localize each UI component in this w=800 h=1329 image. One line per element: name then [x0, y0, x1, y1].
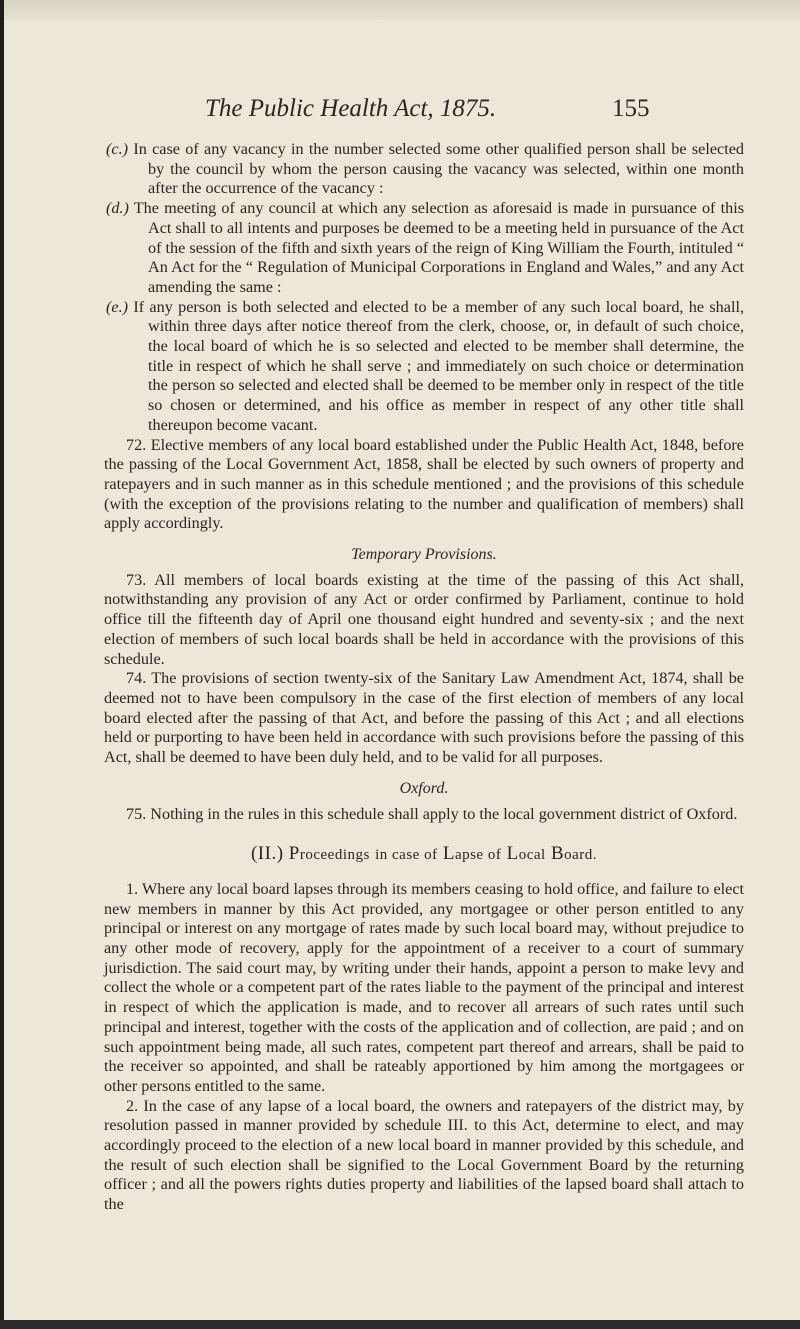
heading-word: Lapse of	[442, 843, 502, 865]
heading-word: Proceedings	[288, 843, 370, 865]
scan-top-edge	[0, 0, 800, 20]
heading-word: in case of	[375, 847, 438, 864]
section-heading-ii	[104, 844, 744, 866]
subclause-text: The meeting of any council at which any selection as aforesaid is made in pursuance of this Act shall to all intents and purposes be deemed to be a meeting held in pursuance of the Act of the session of the fifth and sixth years of the reign of King William the Fourth, intituled “ An Act for the “ Regulation of Municipal Corporations in England and Wales,” and any Act amending the same :	[133, 199, 744, 296]
paragraph-ii-2: 2. In the case of any lapse of a local board, the owners and ratepayers of the district may, by resolution passed in manner provided by schedule III. to this Act, determine to elect, and may accordingly proceed to the election of a new local board in manner provided by this schedule, and the result of such election shall be signified to the Local Government Board by the returning officer ; and all the powers rights duties property and liabilities of the lapsed board shall attach to the	[104, 1096, 744, 1214]
subclause-text: In case of any vacancy in the number selected some other qualified person shall be selected by the council by whom the person causing the vacancy was selected, within one month after the occurrence of the vacancy :	[133, 140, 744, 198]
page-header	[0, 95, 800, 125]
running-title: The Public Health Act, 1875.	[205, 95, 497, 122]
subclause-d	[106, 199, 744, 298]
paragraph-72: 72. Elective members of any local board established under the Public Health Act, 1848, before the passing of the Local Government Act, 1858, shall be elected by such owners of property and ratepayers and in such manner as in this schedule mentioned ; and the provisions of this schedule (with the exception of the provisions relating to the number and qualification of members) shall apply accordingly.	[104, 435, 744, 533]
page-number: 155	[612, 95, 650, 122]
subclause-text: If any person is both selected and elected to be a member of any such local board, he shall, within three days after notice thereof from the clerk, choose, or, in default of such choice, the local board of which he is so selected and elected to be member shall determine, the title in respect of which he shall serve ; and immediately on such choice or determination the person so selected and elected shall be deemed to be member only in respect of the title so chosen or determined, and his office as member in respect of any other title shall thereupon become vacant.	[133, 297, 744, 434]
scan-left-edge	[0, 0, 4, 1329]
subclause-c	[106, 140, 744, 199]
heading-oxford: Oxford.	[399, 779, 449, 797]
scan-bottom-edge	[0, 1320, 800, 1329]
subclause-label: (e.)	[106, 297, 129, 316]
subclause-e	[106, 297, 744, 436]
paragraph-ii-1: 1. Where any local board lapses through its members ceasing to hold office, and failure to elect new members in manner by this Act provided, any mortgagee or other person entitled to any principal or interest on any mortgage of rates made by such local board may, without prejudice to any other mode of recovery, apply for the appointment of a receiver to a court of summary jurisdiction. The said court may, by writing under their hands, appoint a person to make levy and collect the whole or a competent part of the rates liable to the payment of the principal and interest in respect of which the application is made, and to recover all arrears of such rates until such principal and interest, together with the costs of the application and of collection, are paid ; and on such appointment being made, all such rates, competent part thereof and arrears, shall be paid to the receiver so appointed, and shall be rateably apportioned by him among the mortgagees or other persons entitled to the same.	[104, 879, 744, 1095]
subclause-label: (d.)	[106, 199, 129, 218]
heading-temporary-provisions: Temporary Provisions.	[351, 546, 497, 564]
subclause-label: (c.)	[106, 140, 129, 158]
section-number: (II.)	[250, 843, 284, 865]
paragraph-73: 73. All members of local boards existing at the time of the passing of this Act shall, notwithstanding any provision of any Act or order confirmed by Parliament, continue to hold office till the fifteenth day of April one thousand eight hundred and seventy-six ; and the next election of members of such local boards shall be held in accordance with the provisions of this schedule.	[104, 570, 744, 668]
paragraph-75: 75. Nothing in the rules in this schedule shall apply to the local government district of Oxford.	[126, 804, 738, 823]
paragraph-74: 74. The provisions of section twenty-six of the Sanitary Law Amendment Act, 1874, shall be deemed not to have been compulsory in the case of the first election of members of any local board elected after the passing of that Act, and before the passing of this Act ; and all elections held or purporting to have been held in accordance with such provisions before the passing of this Act, shall be deemed to have been duly held, and to be valid for all purposes.	[104, 669, 744, 767]
heading-word: Local	[506, 843, 546, 865]
heading-word: Board.	[550, 843, 598, 865]
page-body	[104, 140, 744, 1215]
